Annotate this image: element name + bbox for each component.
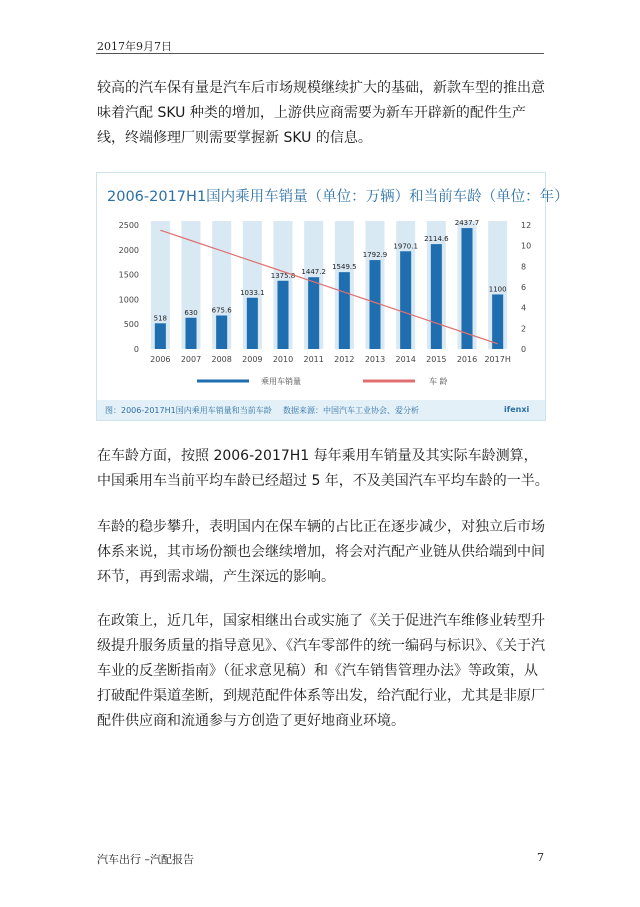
- y-left-tick-label: 500: [123, 320, 139, 330]
- x-tick-label: 2011: [303, 355, 324, 364]
- bar-data-label: 1549.5: [332, 263, 357, 272]
- x-tick-label: 2006: [150, 355, 171, 364]
- bar-data-label: 518: [153, 314, 168, 323]
- legend-label-sales: 乘用车销量: [261, 377, 301, 386]
- bar: [461, 228, 472, 349]
- y-right-tick-label: 12: [521, 221, 532, 230]
- x-tick-label: 2008: [211, 355, 232, 364]
- bar: [155, 323, 166, 349]
- y-left-tick-label: 0: [133, 345, 139, 354]
- y-right-tick-label: 0: [521, 345, 527, 354]
- bar: [247, 298, 258, 349]
- bar: [400, 251, 411, 349]
- header-date: 2017年9月7日: [97, 40, 172, 53]
- y-left-tick-label: 1500: [118, 270, 139, 280]
- x-tick-label: 2013: [364, 355, 386, 364]
- paragraph-3: 车龄的稳步攀升，表明国内在保车辆的占比正在逐步减少，对独立后市场体系来说，其市场份额也会继续增加，将会对汽配产业链从供给端到中间环节，再到需求端，产生深远的影响。: [97, 519, 545, 585]
- chart-caption-bar: [97, 400, 545, 420]
- chart-caption-source: 数据来源：中国汽车工业协会、爱分析: [283, 406, 419, 415]
- chart-title: 2006-2017H1国内乘用车销量（单位：万辆）和当前车龄（单位：年）: [107, 189, 569, 205]
- chart-caption-figure: 图：2006-2017H1国内乘用车销量和当前车龄: [105, 406, 272, 415]
- bar: [431, 244, 442, 349]
- bar: [185, 318, 196, 349]
- bar-data-label: 1375.8: [270, 271, 296, 280]
- bar-data-label: 1970.1: [393, 242, 418, 251]
- x-tick-label: 2016: [456, 355, 478, 364]
- bar-data-label: 630: [184, 308, 198, 317]
- y-right-tick-label: 6: [521, 283, 527, 292]
- y-right-tick-label: 4: [521, 303, 527, 313]
- bar-data-label: 1792.9: [362, 251, 388, 260]
- header-rule: [96, 53, 544, 54]
- x-tick-label: 2015: [426, 355, 447, 364]
- y-right-tick-label: 10: [521, 241, 532, 251]
- x-tick-label: 2012: [334, 355, 355, 364]
- ifenxi-logo: ifenxi: [504, 405, 530, 414]
- bar-data-label: 675.6: [211, 306, 232, 315]
- bar-data-label: 1100: [488, 285, 507, 294]
- bar: [339, 272, 350, 349]
- paragraph-2: 在车龄方面，按照 2006-2017H1 每年乘用车销量及其实际车龄测算，中国乘用车当前平均车龄已经超过 5 年，不及美国汽车平均车龄的一半。: [97, 448, 549, 489]
- x-tick-label: 2009: [242, 355, 263, 364]
- legend-label-age: 车 龄: [429, 377, 448, 386]
- bar-data-label: 2437.7: [454, 219, 480, 228]
- y-left-tick-label: 2500: [118, 221, 139, 230]
- age-series-line: [160, 230, 497, 344]
- y-right-tick-label: 2: [521, 324, 527, 334]
- y-left-tick-label: 2000: [118, 245, 139, 255]
- bar: [369, 260, 380, 349]
- y-left-tick-label: 1000: [118, 295, 139, 305]
- paragraph-1: 较高的汽车保有量是汽车后市场规模继续扩大的基础，新款车型的推出意味着汽配 SKU 种类的增加，上游供应商需要为新车开辟新的配件生产线，终端修理厂则需要掌握新 SKU 的信息。: [97, 80, 545, 146]
- paragraph-4: 在政策上，近几年，国家相继出台或实施了《关于促进汽车维修业转型升级提升服务质量的指导意见》、《汽车零部件的统一编码与标识》、《关于汽车业的反垄断指南》（征求意见稿）和《汽车销售管理办法》等政策，从打破配件渠道垄断，到规范配件体系等出发，给汽配行业，尤其是非原厂配件供应商和流通参与方创造了更好地商业环境。: [97, 613, 545, 729]
- y-right-tick-label: 8: [521, 262, 527, 272]
- x-tick-label: 2010: [272, 355, 294, 364]
- x-tick-label: 2007: [180, 355, 202, 364]
- bar-data-label: 2114.6: [424, 235, 449, 244]
- bar: [216, 315, 227, 349]
- x-tick-label: 2017H: [484, 355, 511, 364]
- bar: [308, 277, 319, 349]
- chart-plot: [97, 173, 545, 420]
- x-tick-label: 2014: [395, 355, 416, 364]
- bar-data-label: 1033.1: [240, 288, 265, 297]
- bar: [277, 281, 288, 349]
- bar: [492, 294, 503, 349]
- bar-data-label: 1447.2: [301, 268, 326, 277]
- page-number: 7: [537, 851, 544, 864]
- chart-figure: [96, 172, 569, 421]
- footer-title: 汽车出行 –汽配报告: [97, 853, 194, 866]
